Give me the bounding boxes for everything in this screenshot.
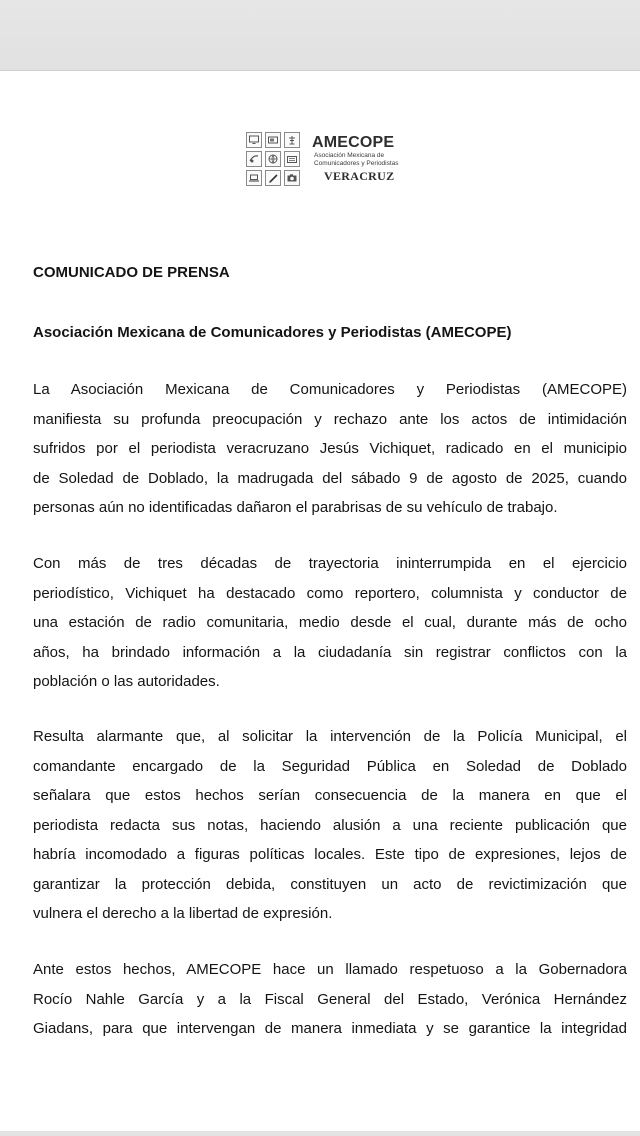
paragraph-line: Rocío Nahle García y a la Fiscal General del Estado, Verónica Hernández xyxy=(33,990,627,1008)
monitor-icon xyxy=(246,132,262,148)
logo-text xyxy=(312,134,416,183)
paragraph-line: Resulta alarmante que, al solicitar la intervención de la Policía Municipal, el xyxy=(33,728,627,745)
paragraph-4 xyxy=(33,955,627,1044)
press-release-heading: COMUNICADO DE PRENSA xyxy=(33,264,230,281)
paragraph-line: sufridos por el periodista veracruzano Jesús Vichiquet, radicado en el municipio xyxy=(33,440,627,457)
paragraph-line: habría incomodado a figuras políticas locales. Este tipo de expresiones, lejos de xyxy=(33,846,627,863)
globe-icon xyxy=(265,151,281,167)
viewer-top-bar xyxy=(0,0,640,71)
logo-region: VERACRUZ xyxy=(324,169,395,183)
logo-subtitle-line1: Asociación Mexicana de xyxy=(314,152,385,159)
paragraph-line: Ante estos hechos, AMECOPE hace un llamado respetuoso a la Gobernadora xyxy=(33,961,627,978)
laptop-icon xyxy=(246,170,262,186)
antenna-icon xyxy=(284,132,300,148)
paragraph-line: vulnera el derecho a la libertad de expresión. xyxy=(33,905,333,922)
pen-icon xyxy=(265,170,281,186)
paragraph-line: periodista redacta sus notas, haciendo alusión a una reciente publicación que xyxy=(33,816,627,834)
logo-title: AMECOPE xyxy=(312,134,395,151)
paragraph-line: años, ha brindado información a la ciudadanía sin registrar conflictos con la xyxy=(33,643,627,661)
camera-icon xyxy=(284,170,300,186)
logo-subtitle-line2: Comunicadores y Periodistas xyxy=(314,160,399,167)
paragraph-line: una estación de radio comunitaria, medio desde el cual, durante más de ocho xyxy=(33,614,627,631)
tv-icon xyxy=(265,132,281,148)
paragraph-line: manifiesta su profunda preocupación y rechazo ante los actos de intimidación xyxy=(33,410,627,428)
organization-heading: Asociación Mexicana de Comunicadores y Periodistas (AMECOPE) xyxy=(33,324,512,341)
paragraph-line: de Soledad de Doblado, la madrugada del sábado 9 de agosto de 2025, cuando xyxy=(33,469,627,487)
radio-icon xyxy=(284,151,300,167)
paragraph-line: garantizar la protección debida, constituyen un acto de revictimización que xyxy=(33,875,627,893)
paragraph-2 xyxy=(33,549,627,697)
amecope-logo xyxy=(246,132,416,190)
paragraph-1 xyxy=(33,375,627,523)
paragraph-line: personas aún no identificadas dañaron el parabrisas de su vehículo de trabajo. xyxy=(33,499,558,516)
paragraph-line: Giadans, para que intervengan de manera inmediata y se garantice la integridad xyxy=(33,1020,627,1037)
paragraph-3 xyxy=(33,722,627,929)
paragraph-line: Con más de tres décadas de trayectoria ininterrumpida en el ejercicio xyxy=(33,555,627,572)
paragraph-line: periodístico, Vichiquet ha destacado como reportero, columnista y conductor de xyxy=(33,584,627,602)
satellite-icon xyxy=(246,151,262,167)
paragraph-line: comandante encargado de la Seguridad Pública en Soledad de Doblado xyxy=(33,757,627,775)
document-page xyxy=(0,71,640,1131)
paragraph-line: La Asociación Mexicana de Comunicadores y Periodistas (AMECOPE) xyxy=(33,381,627,398)
paragraph-line: población o las autoridades. xyxy=(33,673,220,690)
viewer-bottom-strip xyxy=(0,1131,640,1136)
paragraph-line: señalara que estos hechos serían consecuencia de la manera en que el xyxy=(33,787,627,804)
logo-icon-grid xyxy=(246,132,304,190)
